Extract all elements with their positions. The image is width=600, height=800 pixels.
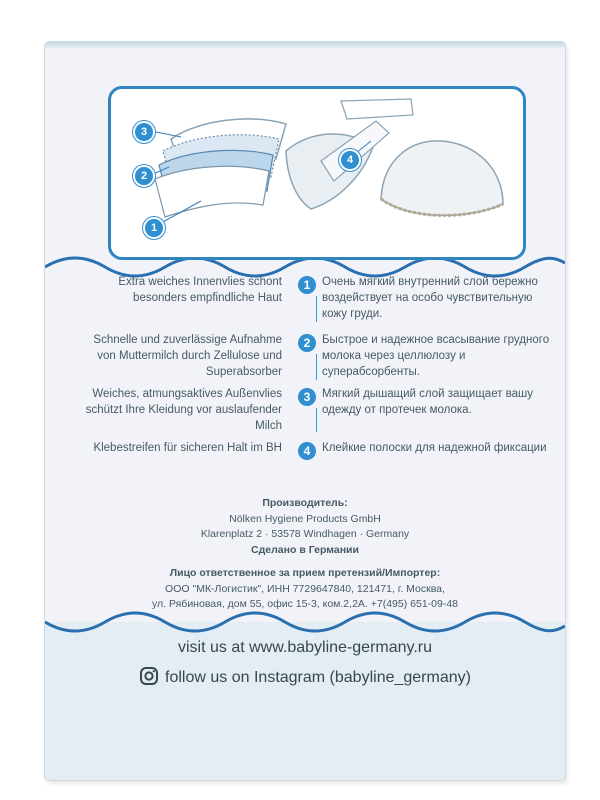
feature-3-de: Weiches, atmungsaktives Außenvlies schützt Ihre Kleidung vor auslaufender Milch [85, 388, 282, 432]
instagram-icon [139, 666, 159, 686]
importer-line-2: ул. Рябиновая, дом 55, офис 15-3, ком.2,2А. +7(495) 651-09-48 [151, 598, 459, 610]
manufacturer-block [45, 496, 565, 558]
feature-1-de: Extra weiches Innenvlies schont besonders empfindliche Haut [118, 276, 282, 304]
importer-block [45, 566, 565, 613]
product-illustration [108, 86, 526, 260]
box-top-edge [45, 42, 565, 48]
manufacturer-address: Klarenplatz 2 · 53578 Windhagen · Germany [200, 528, 410, 540]
feature-3-number: 3 [298, 388, 316, 406]
callout-3: 3 [133, 121, 155, 143]
callout-2: 2 [133, 165, 155, 187]
feature-4-number: 4 [298, 442, 316, 460]
feature-4-de: Klebestreifen für sicheren Halt im BH [93, 442, 282, 454]
feature-divider [316, 354, 317, 380]
feature-1-number: 1 [298, 276, 316, 294]
importer-heading: Лицо ответственное за прием претензий/Импортер: [169, 567, 441, 579]
manufacturer-company: Nölken Hygiene Products GmbH [229, 512, 381, 525]
importer-line-1: ООО "МК-Логистик", ИНН 7729647840, 121471, г. Москва, [165, 582, 445, 595]
product-box [45, 42, 565, 780]
bottom-wave-divider [45, 610, 565, 640]
feature-divider [316, 408, 317, 432]
made-in: Сделано в Германии [251, 543, 359, 556]
instagram-text: follow us on Instagram (babyline_germany) [165, 669, 471, 686]
feature-2-number: 2 [298, 334, 316, 352]
manufacturer-heading: Производитель: [262, 497, 348, 509]
feature-4-ru: Клейкие полоски для надежной фиксации [322, 442, 547, 454]
callout-4: 4 [339, 149, 361, 171]
callout-1: 1 [143, 217, 165, 239]
nursing-pad-diagram [111, 89, 523, 257]
feature-3-ru: Мягкий дышащий слой защищает вашу одежду от протечек молока. [322, 388, 534, 416]
feature-1-ru: Очень мягкий внутренний слой бережно воздействует на особо чувствительную кожу груди. [322, 276, 538, 320]
feature-2-ru: Быстрое и надежное всасывание грудного молока через целлюлозу и суперабсорбенты. [322, 334, 550, 378]
instagram-line [45, 666, 565, 687]
feature-divider [316, 296, 317, 322]
website-line: visit us at www.babyline-germany.ru [177, 639, 433, 656]
feature-2-de: Schnelle und zuverlässige Aufnahme von Muttermilch durch Zellulose und Superabsorber [93, 334, 282, 378]
